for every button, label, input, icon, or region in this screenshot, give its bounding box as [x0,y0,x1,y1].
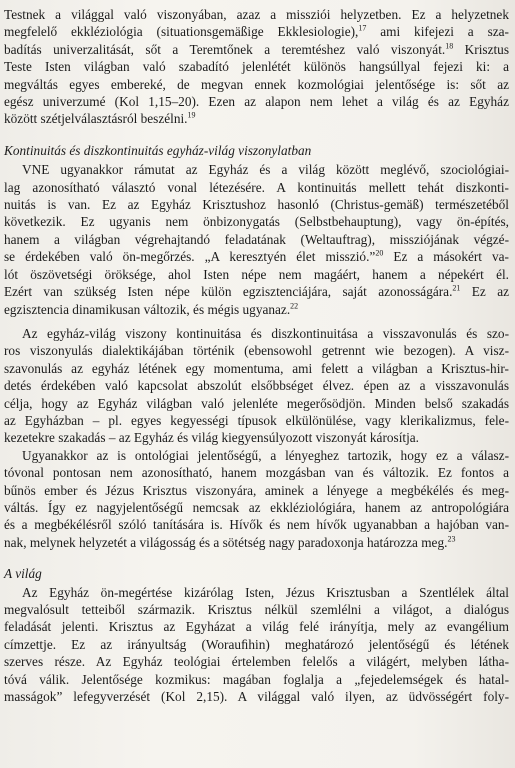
text-line: ros viszonyulás dialektikájában történik (ebensowohl getrennt wie bezogen). A visz- [4,343,509,359]
text-line: Ezért van szükség Isten népe külön egzisztenciájára, saját azonosságára.$^{21}$ Ez az [4,283,509,300]
text-line: megváltás egyes embereké, de megvan ennek kozmológiai jelentősége is: sőt az [4,76,509,92]
text-line: váltás. Így ez nagyjelentőségű nemcsak az ekkléziológiára, hanem az antropológiára [4,499,509,515]
text-line: bűnös ember és Jézus Krisztus viszonyára, aminek a lényege a megbékélés és meg- [4,482,509,498]
text-line: címzettje. Ez az irányultság (Worauﬁhin) meghatározó jelentőségű és létének [4,636,509,652]
paragraph-1 [4,6,509,128]
paragraph-5 [4,584,509,706]
text-line: lót öszövetségi öröksége, ahol Isten népe nem magáért, hanem a népekért él. [4,266,509,282]
text-line: kezetekre szakadás – az Egyház és világ kiegyensúlyozott viszonyát károsítja. [4,430,420,446]
text-line: következik. Ez ugyanis nem önbizonygatás (Selbstbehauptung), vagy ön-építés, [4,214,509,230]
text-line: célja, hogy az Egyház világban való jelenléte megerősödjön. Minden belső szakadás [4,395,509,411]
section-heading: A világ [4,566,42,582]
text-line: nak, melynek helyzetét a világosság és a sötétség nagy paradoxonja határozza meg.$^{23}$ [4,534,456,550]
text-line: lag azonosítható választó vonal létezésére. A kontinuitás mellett tehát diszkonti- [4,179,509,195]
text-line: Ugyanakkor az is ontológiai jelentőségű, a lényeghez tartozik, hogy ez a válasz- [22,447,509,463]
text-line: egész univerzumé (Kol 1,15–20). Ezen az alapon nem lehet a világ és az Egyház [4,94,509,110]
text-line: Az egyház-világ viszony kontinuitása és diszkontinuitása a visszavonulás és szo- [22,325,509,341]
text-line: nuitás is van. Ez az Egyház Krisztushoz hasonló (Christus-gemäß) természetéből [4,197,509,213]
footnote-ref: 20 [375,248,384,258]
text-line: VNE ugyanakkor rámutat az Egyház és a világ között meglévő, szociológiai- [22,162,509,178]
text-line: se érdekében való ön-megőrzés. „A keresztyén élet misszió.”$^{20}$ Ez a másokért va- [4,248,509,265]
text-line: masságok” lefegyverzését (Kol 2,15). A világgal való ilyen, az üdvösségért foly- [4,689,509,705]
text-line: megvalósult tetteiből származik. Krisztus nélkül szemlélni a világot, a dialógus [4,602,509,617]
paragraph-2 [4,161,509,318]
text-line: egzisztencia dinamikusan változik, és mégis ugyanaz.$^{22}$ [4,301,299,317]
text-line: feladását jelenti. Krisztus az Egyházat a világ felé irányítja, mely az evangélium [4,619,509,635]
paragraph-3 [4,325,509,447]
footnote-ref: 18 [445,41,454,51]
paragraph-4 [4,447,509,551]
text-line: detés érdekében való kapcsolat abszolút elsőbbséget élvez. épen az a visszavonulás [4,378,509,394]
footnote-ref: 22 [290,301,299,311]
text-line: szavonulás az egyház létének egy momentuma, ami felett a világban a Krisztus-hir- [4,360,509,376]
text-line: hanem a világban végrehajtandó feladatának (Weltauftrag), missziójának végzé- [4,231,509,247]
text-line: Testnek a világgal való viszonyában, azaz a missziói helyzetben. Ez a helyzetnek [4,7,509,22]
text-line: az Egyházban – pl. egyes kegyességi típusok elkülönülése, vagy klerikalizmus, fele- [4,412,509,428]
text-line: Az Egyház ön-megértése kizárólag Isten, Jézus Krisztusban a Szentlélek által [22,584,509,600]
footnote-ref: 23 [447,534,456,544]
footnote-ref: 19 [187,111,196,121]
text-line: megfelelő ekkléziológia (situationsgemäßige Ekklesiologie),$^{17}$ ami kifejezi a sza- [4,23,509,40]
text-line: badítás univerzalitását, sőt a Teremtőnek a teremtéshez való viszonyát.$^{18}$ Krisztus [4,41,509,57]
text-line: Teste Isten világban való szabadító jelenlétét különös hangsúllyal fejezi ki: a [4,59,509,75]
text-line: tóvonal pontosan nem azonosítható, hanem mozgásban van és változik. Ez fontos a [4,465,509,481]
footnote-ref: 21 [452,283,461,293]
section-heading: Kontinuitás és diszkontinuitás egyház-világ viszonylatban [4,142,312,158]
text-line: és a megbékélésről szóló tanítására is. Hívők és nem hívők ugyanabban a hajóban van- [4,517,509,533]
text-line: között szétjelválasztásról beszélni.$^{19}$ [4,111,196,127]
text-line: tóvá válik. Jelentősége kozmikus: magában foglalja a „fejedelemségek és hatal- [4,671,509,687]
text-line: szerves része. Az Egyház teológiai értelemben felelős a világért, melyben látha- [4,654,509,670]
footnote-ref: 17 [358,23,367,33]
